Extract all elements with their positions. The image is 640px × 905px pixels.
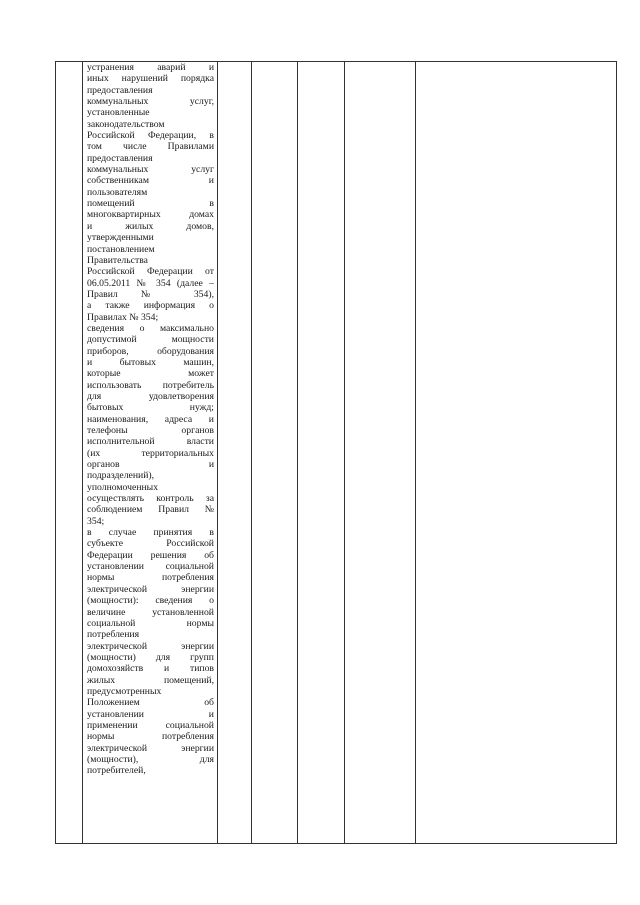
- text-line: утвержденными: [87, 232, 154, 244]
- text-line: установленные: [87, 107, 150, 119]
- text-line: и бытовых машин,: [87, 356, 214, 368]
- cell-number: [56, 62, 83, 844]
- text-line: применении социальной: [87, 719, 214, 731]
- text-line: потребления: [87, 629, 140, 641]
- text-line: величине установленной: [87, 606, 214, 618]
- text-line: предусмотренных: [87, 685, 162, 697]
- text-line: устранения аварий и: [87, 62, 214, 73]
- text-line: иных нарушений порядка: [87, 73, 214, 85]
- text-line: сведения о максимально: [87, 322, 214, 334]
- text-line: уполномоченных: [87, 481, 159, 493]
- text-line: предоставления: [87, 152, 153, 164]
- cell-empty-7: [416, 62, 617, 844]
- text-line: собственникам и: [87, 175, 214, 187]
- text-line: 354;: [87, 515, 105, 527]
- document-table: [55, 61, 617, 844]
- text-line: Российской Федерации от: [87, 266, 214, 278]
- table-row: [56, 62, 617, 844]
- text-line: установлении социальной: [87, 561, 214, 573]
- text-line: а также информация о: [87, 300, 214, 312]
- text-line: (мощности) для групп: [87, 651, 214, 663]
- text-line: постановлением: [87, 243, 155, 255]
- text-line: установлении и: [87, 708, 214, 720]
- text-line: и жилых домов,: [87, 220, 214, 232]
- text-line: осуществлять контроль за: [87, 493, 214, 505]
- text-line: том числе Правилами: [87, 141, 214, 153]
- text-line: нормы потребления: [87, 731, 214, 743]
- text-line: 06.05.2011 № 354 (далее –: [87, 277, 214, 289]
- text-line: многоквартирных домах: [87, 209, 214, 221]
- text-line: потребителей,: [87, 765, 146, 777]
- text-line: в случае принятия в: [87, 527, 214, 539]
- text-line: подразделений),: [87, 470, 155, 482]
- text-line: субъекте Российской: [87, 538, 214, 550]
- text-line: (мощности): сведения о: [87, 595, 214, 607]
- text-line: электрической энергии: [87, 742, 214, 754]
- cell-empty-4: [252, 62, 298, 844]
- text-line: предоставления: [87, 84, 153, 96]
- text-line: бытовых нужд;: [87, 402, 214, 414]
- cell-empty-5: [298, 62, 345, 844]
- text-line: жилых помещений,: [87, 674, 214, 686]
- description-text: [83, 62, 217, 777]
- text-line: Российской Федерации, в: [87, 130, 214, 142]
- text-line: Правилах № 354;: [87, 311, 159, 323]
- text-line: коммунальных услуг: [87, 164, 214, 176]
- text-line: домохозяйств и типов: [87, 663, 214, 675]
- cell-empty-3: [218, 62, 252, 844]
- text-line: Правил № 354),: [87, 288, 214, 300]
- text-line: Федерации решения об: [87, 549, 214, 561]
- text-line: допустимой мощности: [87, 334, 214, 346]
- text-line: (их территориальных: [87, 447, 214, 459]
- text-line: помещений в: [87, 198, 214, 210]
- text-line: нормы потребления: [87, 572, 214, 584]
- text-line: исполнительной власти: [87, 436, 214, 448]
- text-line: электрической энергии: [87, 583, 214, 595]
- text-line: электрической энергии: [87, 640, 214, 652]
- text-line: социальной нормы: [87, 617, 214, 629]
- text-line: коммунальных услуг,: [87, 96, 214, 108]
- text-line: пользователям: [87, 186, 148, 198]
- cell-empty-6: [345, 62, 416, 844]
- text-line: которые может: [87, 368, 214, 380]
- cell-description: [83, 62, 218, 844]
- text-line: наименования, адреса и: [87, 413, 214, 425]
- text-line: органов и: [87, 459, 214, 471]
- text-line: законодательством: [87, 118, 165, 130]
- text-line: Правительства: [87, 254, 148, 266]
- text-line: использовать потребитель: [87, 379, 214, 391]
- text-line: Положением об: [87, 697, 214, 709]
- text-line: телефоны органов: [87, 425, 214, 436]
- text-line: соблюдением Правил №: [87, 504, 214, 516]
- text-line: для удовлетворения: [87, 390, 214, 402]
- text-line: (мощности), для: [87, 753, 214, 765]
- text-line: приборов, оборудования: [87, 345, 214, 357]
